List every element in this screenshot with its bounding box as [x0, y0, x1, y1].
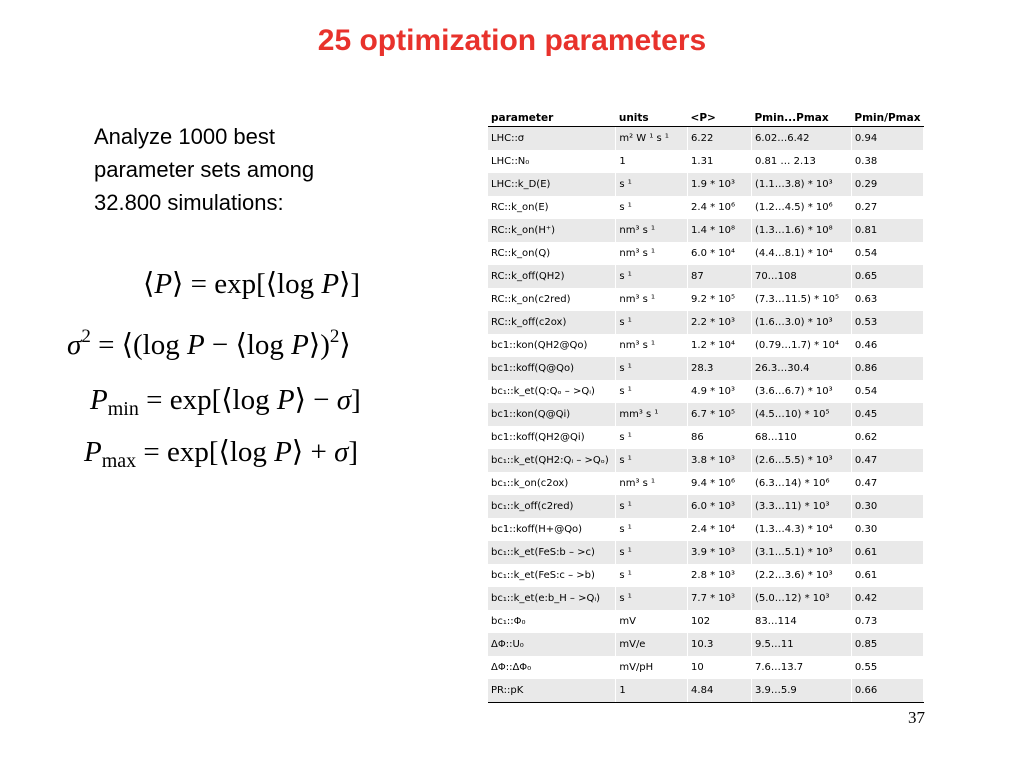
cell-mean: 4.9 * 10³ — [688, 380, 752, 403]
cell-units: m² W ¹ s ¹ — [616, 127, 688, 151]
table-row — [488, 518, 924, 541]
cell-ratio: 0.62 — [851, 426, 923, 449]
cell-range: (6.3…14) * 10⁶ — [751, 472, 851, 495]
cell-parameter: bc1::koff(Q@Qo) — [488, 357, 616, 380]
table-row — [488, 127, 924, 151]
table-row — [488, 587, 924, 610]
cell-parameter: bc₁::k_et(FeS:c – >b) — [488, 564, 616, 587]
cell-ratio: 0.38 — [851, 150, 923, 173]
cell-parameter: bc₁::k_et(e:b_H – >Qᵢ) — [488, 587, 616, 610]
cell-ratio: 0.29 — [851, 173, 923, 196]
cell-ratio: 0.55 — [851, 656, 923, 679]
table-row — [488, 541, 924, 564]
cell-ratio: 0.47 — [851, 449, 923, 472]
cell-parameter: bc₁::k_on(c2ox) — [488, 472, 616, 495]
cell-units: nm³ s ¹ — [616, 219, 688, 242]
cell-parameter: bc₁::k_off(c2red) — [488, 495, 616, 518]
cell-ratio: 0.30 — [851, 495, 923, 518]
cell-mean: 10 — [688, 656, 752, 679]
cell-units: s ¹ — [616, 564, 688, 587]
cell-units: s ¹ — [616, 311, 688, 334]
cell-range: 0.81 … 2.13 — [751, 150, 851, 173]
cell-ratio: 0.61 — [851, 564, 923, 587]
cell-mean: 9.4 * 10⁶ — [688, 472, 752, 495]
slide-title: 25 optimization parameters — [317, 24, 707, 57]
cell-units: s ¹ — [616, 518, 688, 541]
cell-range: 3.9…5.9 — [751, 679, 851, 703]
cell-units: nm³ s ¹ — [616, 334, 688, 357]
cell-mean: 1.4 * 10⁸ — [688, 219, 752, 242]
cell-parameter: RC::k_on(c2red) — [488, 288, 616, 311]
cell-range: (3.3…11) * 10³ — [751, 495, 851, 518]
page-number: 37 — [908, 708, 925, 727]
cell-parameter: bc1::koff(H+@Qo) — [488, 518, 616, 541]
cell-range: (7.3…11.5) * 10⁵ — [751, 288, 851, 311]
cell-range: 9.5…11 — [751, 633, 851, 656]
cell-mean: 3.8 * 10³ — [688, 449, 752, 472]
cell-mean: 7.7 * 10³ — [688, 587, 752, 610]
table-row — [488, 403, 924, 426]
cell-parameter: RC::k_on(H⁺) — [488, 219, 616, 242]
cell-mean: 87 — [688, 265, 752, 288]
cell-mean: 1.31 — [688, 150, 752, 173]
cell-parameter: bc1::kon(QH2@Qo) — [488, 334, 616, 357]
table-row — [488, 472, 924, 495]
header-units: units — [616, 86, 688, 127]
cell-parameter: LHC::k_D(E) — [488, 173, 616, 196]
cell-mean: 4.84 — [688, 679, 752, 703]
cell-units: s ¹ — [616, 173, 688, 196]
cell-range: (3.6…6.7) * 10³ — [751, 380, 851, 403]
cell-mean: 86 — [688, 426, 752, 449]
cell-units: s ¹ — [616, 357, 688, 380]
cell-range: (2.6…5.5) * 10³ — [751, 449, 851, 472]
cell-range: (1.3…4.3) * 10⁴ — [751, 518, 851, 541]
cell-range: 26.3…30.4 — [751, 357, 851, 380]
cell-ratio: 0.45 — [851, 403, 923, 426]
table-row — [488, 242, 924, 265]
cell-mean: 2.4 * 10⁶ — [688, 196, 752, 219]
intro-line: Analyze 1000 best — [94, 124, 276, 149]
cell-parameter: RC::k_off(c2ox) — [488, 311, 616, 334]
cell-mean: 1.2 * 10⁴ — [688, 334, 752, 357]
cell-mean: 102 — [688, 610, 752, 633]
cell-range: (1.2…4.5) * 10⁶ — [751, 196, 851, 219]
header-range: Pmin...Pmax — [751, 86, 851, 127]
cell-range: 70…108 — [751, 265, 851, 288]
cell-mean: 2.4 * 10⁴ — [688, 518, 752, 541]
cell-units: s ¹ — [616, 426, 688, 449]
cell-units: nm³ s ¹ — [616, 288, 688, 311]
cell-mean: 6.0 * 10⁴ — [688, 242, 752, 265]
cell-units: s ¹ — [616, 541, 688, 564]
cell-range: (3.1…5.1) * 10³ — [751, 541, 851, 564]
cell-mean: 2.8 * 10³ — [688, 564, 752, 587]
cell-mean: 6.0 * 10³ — [688, 495, 752, 518]
table-row — [488, 380, 924, 403]
cell-ratio: 0.94 — [851, 127, 923, 151]
header-ratio: Pmin/Pmax — [851, 86, 923, 127]
cell-range: (1.3…1.6) * 10⁸ — [751, 219, 851, 242]
table-row — [488, 495, 924, 518]
cell-ratio: 0.46 — [851, 334, 923, 357]
cell-ratio: 0.86 — [851, 357, 923, 380]
table-row — [488, 334, 924, 357]
cell-units: mV — [616, 610, 688, 633]
cell-ratio: 0.73 — [851, 610, 923, 633]
cell-range: (1.1…3.8) * 10³ — [751, 173, 851, 196]
table-row — [488, 311, 924, 334]
cell-units: s ¹ — [616, 265, 688, 288]
cell-parameter: bc₁::k_et(Q:Qₒ – >Qᵢ) — [488, 380, 616, 403]
table-row — [488, 288, 924, 311]
cell-range: 68…110 — [751, 426, 851, 449]
cell-mean: 2.2 * 10³ — [688, 311, 752, 334]
table-row — [488, 610, 924, 633]
cell-units: nm³ s ¹ — [616, 472, 688, 495]
table-row — [488, 357, 924, 380]
cell-parameter: bc1::koff(QH2@Qi) — [488, 426, 616, 449]
equation-pmax: $P_{max}$ = exp[⟨log P⟩ + σ] — [84, 436, 359, 472]
intro-text — [94, 120, 394, 219]
equation-mean: ⟨P⟩ = exp[⟨log P⟩] — [143, 268, 361, 300]
table-row — [488, 449, 924, 472]
cell-ratio: 0.47 — [851, 472, 923, 495]
cell-ratio: 0.61 — [851, 541, 923, 564]
cell-units: nm³ s ¹ — [616, 242, 688, 265]
cell-mean: 3.9 * 10³ — [688, 541, 752, 564]
equation-pmin: $P_{min}$ = exp[⟨log P⟩ − σ] — [90, 384, 361, 420]
cell-units: s ¹ — [616, 196, 688, 219]
cell-range: (2.2…3.6) * 10³ — [751, 564, 851, 587]
cell-range: 83…114 — [751, 610, 851, 633]
cell-mean: 6.22 — [688, 127, 752, 151]
cell-units: mV/e — [616, 633, 688, 656]
cell-ratio: 0.81 — [851, 219, 923, 242]
cell-ratio: 0.65 — [851, 265, 923, 288]
cell-range: (4.5…10) * 10⁵ — [751, 403, 851, 426]
cell-parameter: LHC::N₀ — [488, 150, 616, 173]
cell-mean: 28.3 — [688, 357, 752, 380]
intro-line: 32.800 simulations: — [94, 190, 284, 215]
cell-parameter: ΔΦ::U₀ — [488, 633, 616, 656]
cell-parameter: RC::k_on(Q) — [488, 242, 616, 265]
table-header-row — [488, 86, 924, 127]
cell-parameter: bc₁::k_et(FeS:b – >c) — [488, 541, 616, 564]
table-row — [488, 150, 924, 173]
cell-parameter: RC::k_on(E) — [488, 196, 616, 219]
table-row — [488, 219, 924, 242]
table-row — [488, 426, 924, 449]
table-row — [488, 656, 924, 679]
cell-units: mm³ s ¹ — [616, 403, 688, 426]
cell-ratio: 0.27 — [851, 196, 923, 219]
cell-ratio: 0.54 — [851, 380, 923, 403]
cell-parameter: bc₁::Φ₀ — [488, 610, 616, 633]
table-row — [488, 196, 924, 219]
cell-units: s ¹ — [616, 495, 688, 518]
cell-mean: 6.7 * 10⁵ — [688, 403, 752, 426]
parameters-table — [488, 86, 924, 703]
cell-ratio: 0.85 — [851, 633, 923, 656]
cell-mean: 10.3 — [688, 633, 752, 656]
cell-parameter: PR::pK — [488, 679, 616, 703]
table-row — [488, 633, 924, 656]
table-row — [488, 564, 924, 587]
cell-range: 7.6…13.7 — [751, 656, 851, 679]
header-mean: <P> — [688, 86, 752, 127]
cell-units: s ¹ — [616, 449, 688, 472]
cell-ratio: 0.63 — [851, 288, 923, 311]
cell-ratio: 0.54 — [851, 242, 923, 265]
cell-parameter: ΔΦ::ΔΦ₀ — [488, 656, 616, 679]
cell-parameter: LHC::σ — [488, 127, 616, 151]
cell-range: (5.0…12) * 10³ — [751, 587, 851, 610]
cell-range: (0.79…1.7) * 10⁴ — [751, 334, 851, 357]
cell-ratio: 0.30 — [851, 518, 923, 541]
cell-ratio: 0.66 — [851, 679, 923, 703]
cell-ratio: 0.42 — [851, 587, 923, 610]
cell-units: 1 — [616, 150, 688, 173]
header-parameter: parameter — [488, 86, 616, 127]
table-row — [488, 173, 924, 196]
cell-parameter: bc1::kon(Q@Qi) — [488, 403, 616, 426]
table-row — [488, 679, 924, 703]
cell-units: 1 — [616, 679, 688, 703]
cell-range: (1.6…3.0) * 10³ — [751, 311, 851, 334]
cell-parameter: RC::k_off(QH2) — [488, 265, 616, 288]
cell-units: s ¹ — [616, 380, 688, 403]
equation-sigma: $\sigma^2$ = ⟨(log P − ⟨log P⟩)$^2$⟩ — [67, 326, 351, 361]
table-row — [488, 265, 924, 288]
cell-units: mV/pH — [616, 656, 688, 679]
cell-units: s ¹ — [616, 587, 688, 610]
cell-mean: 9.2 * 10⁵ — [688, 288, 752, 311]
cell-range: 6.02…6.42 — [751, 127, 851, 151]
cell-mean: 1.9 * 10³ — [688, 173, 752, 196]
cell-range: (4.4…8.1) * 10⁴ — [751, 242, 851, 265]
cell-ratio: 0.53 — [851, 311, 923, 334]
intro-line: parameter sets among — [94, 157, 315, 182]
cell-parameter: bc₁::k_et(QH2:Qᵢ – >Qₒ) — [488, 449, 616, 472]
